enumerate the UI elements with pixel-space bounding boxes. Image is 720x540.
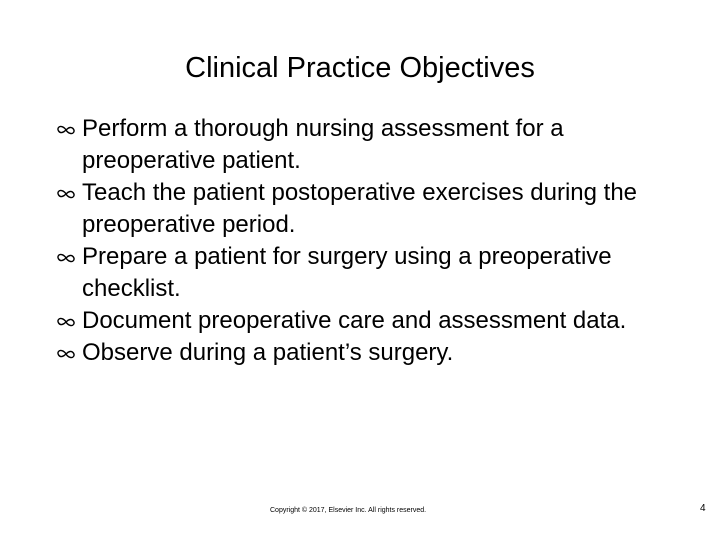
slide-title: Clinical Practice Objectives	[185, 52, 535, 84]
page-number: 4	[700, 503, 706, 514]
list-item-text: Observe during a patient’s surgery.	[82, 339, 454, 366]
list-item-text: Prepare a patient for surgery using a preoperative checklist.	[82, 243, 612, 302]
footer-copyright: Copyright © 2017, Elsevier Inc. All rights reserved.	[270, 507, 427, 514]
list-item	[56, 241, 676, 305]
infinity-icon	[56, 348, 76, 360]
list-item	[56, 337, 676, 369]
list-item-text: Perform a thorough nursing assessment for a preoperative patient.	[82, 115, 564, 174]
infinity-icon	[56, 124, 76, 136]
list-item	[56, 305, 676, 337]
infinity-icon	[56, 316, 76, 328]
list-item-text: Teach the patient postoperative exercises during the preoperative period.	[82, 179, 638, 238]
list-item	[56, 113, 676, 177]
list-item	[56, 177, 676, 241]
infinity-icon	[56, 188, 76, 200]
list-item-text: Document preoperative care and assessment data.	[82, 307, 627, 334]
infinity-icon	[56, 252, 76, 264]
objectives-list	[56, 113, 676, 369]
